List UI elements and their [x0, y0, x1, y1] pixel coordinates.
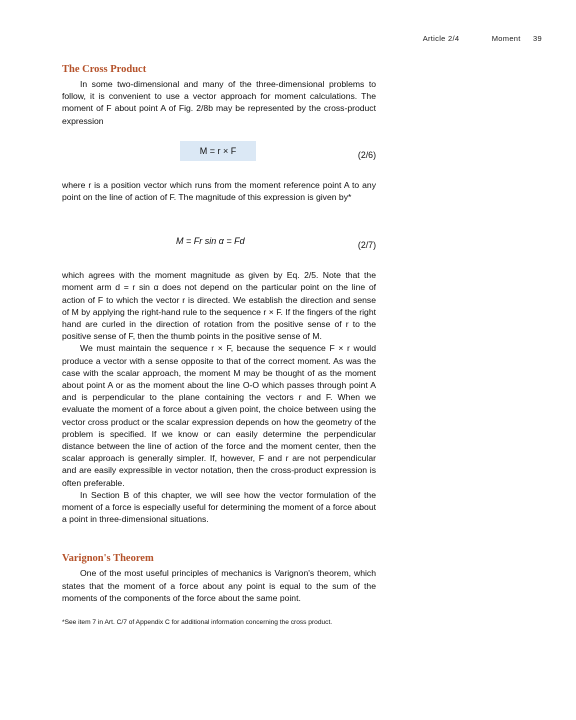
section-b-paragraph: In Section B of this chapter, we will see how the vector formulation of the moment of a force is especially useful for determining the moment of a force about a point in three-dimensional situations.	[62, 489, 376, 525]
footnote: *See item 7 in Art. C/7 of Appendix C for additional information concerning the cross product.	[62, 619, 333, 627]
cross-product-intro-paragraph: In some two-dimensional and many of the three-dimensional problems to follow, it is convenient to use a vector approach for moment calculations. The moment of F about point A of Fig. 2/8b may be represented by the cross-product expression	[62, 79, 376, 126]
equation-2-6-box: M = r × F	[180, 141, 256, 161]
equation-2-7	[62, 231, 376, 253]
equation-2-7-text: M = Fr sin α = Fd	[176, 236, 245, 247]
main-text-column	[62, 64, 376, 628]
equation-2-6-number: (2/6)	[357, 149, 376, 160]
position-vector-paragraph: where r is a position vector which runs from the moment reference point A to any point on the line of action of F. The magnitude of this expression is given by*	[62, 179, 376, 203]
equation-2-7-number: (2/7)	[357, 240, 376, 251]
varignon-paragraph: One of the most useful principles of mechanics is Varignon's theorem, which states that the moment of a force about any point is equal to the sum of the moments of the components of the force about the same point.	[62, 568, 376, 603]
moment-magnitude-paragraph: which agrees with the moment magnitude as given by Eq. 2/5. Note that the moment arm d = r sin α does not depend on the particular point on the line of action of F to which the vector r is directed. We establish the direction and sense of M by applying the right-hand rule to the sequence r × F. If the fingers of the right hand are curled in the direction of rotation from the positive sense of r to the positive sense of F, then the thumb points in the positive sense of M.	[62, 270, 376, 342]
running-head	[423, 34, 542, 43]
section-heading-varignon: Varignon's Theorem	[62, 553, 154, 565]
page-number: 39	[533, 34, 542, 43]
running-head-article: Article 2/4	[422, 34, 460, 43]
running-head-title: Moment	[491, 34, 521, 43]
sequence-paragraph: We must maintain the sequence r × F, because the sequence F × r would produce a vector with a sense opposite to that of the correct moment. As was the case with the scalar approach, the moment M may be thought of as the moment about point A or as the moment about the line O-O which passes through point A and is perpendicular to the plane containing the vectors r and F. When we evaluate the moment of a force about a given point, the choice between using the vector cross product or the scalar expression depends on how the geometry of the problem is specified. If we know or can easily determine the perpendicular distance between the line of action of the force and the moment center, then the scalar approach is generally simpler. If, however, F and r are not perpendicular and are easily expressible in vector notation, then the cross-product expression is often preferable.	[62, 343, 376, 488]
equation-2-6	[62, 141, 376, 163]
section-heading-cross-product: The Cross Product	[62, 64, 147, 75]
